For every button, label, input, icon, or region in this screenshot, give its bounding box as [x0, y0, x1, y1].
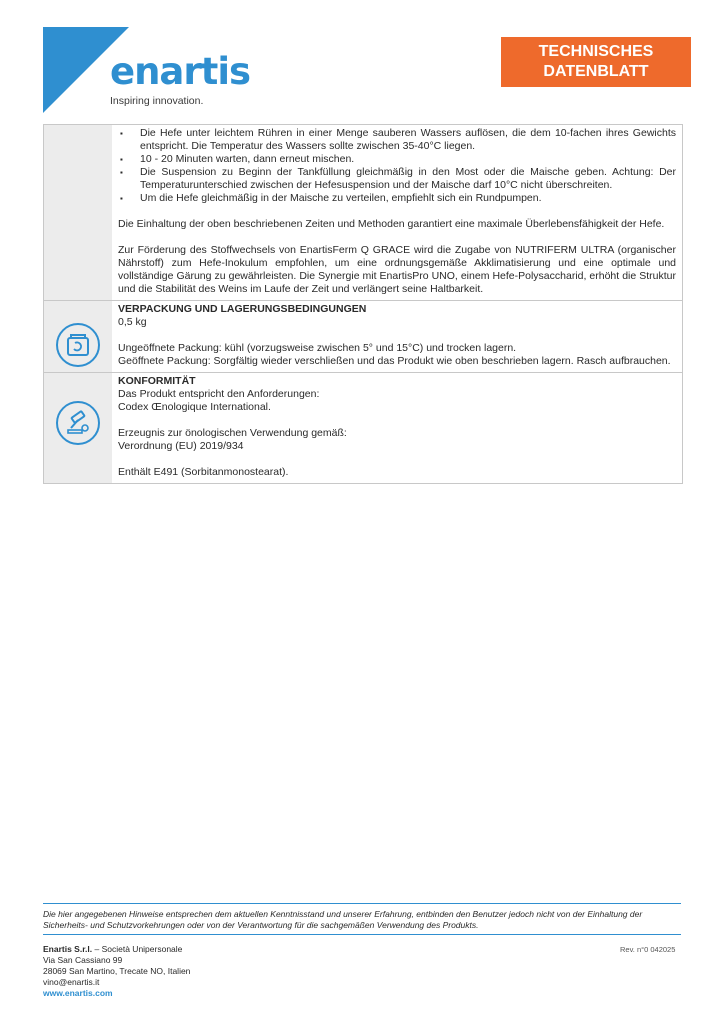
- list-item: ▪ Die Hefe unter leichtem Rühren in einer Menge sauberen Wassers auflösen, die dem 10-fachen ihres Gewichts entspricht. Die Temperatur des Wassers sollte zwischen 35-40°C liegen.: [140, 127, 676, 153]
- storage-unopened: Ungeöffnete Packung: kühl (vorzugsweise zwischen 5° und 15°C) und trocken lagern.: [118, 342, 517, 354]
- row-side: [44, 301, 112, 372]
- storage-opened: Geöffnete Packung: Sorgfältig wieder verschließen und das Produkt wie oben beschrieben lagern. Rasch aufbrauchen.: [118, 355, 671, 367]
- packaging-heading: VERPACKUNG UND LAGERUNGSBEDINGUNGEN: [118, 303, 367, 315]
- conformity-line: Enthält E491 (Sorbitanmonostearat).: [118, 466, 289, 478]
- package-icon: [56, 323, 100, 367]
- list-item: ▪ Um die Hefe gleichmäßig in der Maische zu verteilen, empfiehlt sich ein Rundpumpen.: [140, 192, 676, 205]
- list-item: ▪ Die Suspension zu Beginn der Tankfüllung gleichmäßig in den Most oder die Maische geben. Achtung: Der Temperaturunterschied zwischen der Hefesuspension und der Maische darf 10°C nicht überschreiten.: [140, 166, 676, 192]
- document-title: TECHNISCHES DATENBLATT: [501, 37, 691, 87]
- company-name: Enartis S.r.l. – Società Unipersonale: [43, 944, 183, 954]
- conformity-line: Codex Œnologique International.: [118, 401, 271, 413]
- conformity-line: Erzeugnis zur önologischen Verwendung gemäß:: [118, 427, 347, 439]
- nutrient-paragraph: Zur Förderung des Stoffwechsels von EnartisFerm Q GRACE wird die Zugabe von NUTRIFERM ULTRA (organischer Nährstoff) zum Hefe-Inokulum empfohlen, um eine ordnungsgemäße Akklimatisierung und eine optimale und vollständige Gärung zu gewährleisten. Die Synergie mit EnartisPro UNO, einem Hefe-Polysaccharid, erhöht die Struktur und die Stabilität des Weins im Laufe der Zeit und verlängert seine Haltbarkeit.: [118, 244, 676, 295]
- footer-divider: [43, 903, 681, 904]
- footer-divider: [43, 934, 681, 935]
- conformity-heading: KONFORMITÄT: [118, 375, 196, 387]
- enartis-logo: enartis: [110, 50, 251, 93]
- content-table: [43, 124, 683, 484]
- usage-list: [118, 127, 676, 205]
- revision-number: Rev. n°0 042025: [620, 945, 676, 954]
- packaging-content: [112, 301, 682, 372]
- survival-paragraph: Die Einhaltung der oben beschriebenen Zeiten und Methoden garantiert eine maximale Überlebensfähigkeit der Hefe.: [118, 218, 665, 230]
- usage-content: [112, 125, 682, 300]
- conformity-line: Das Produkt entspricht den Anforderungen:: [118, 388, 320, 400]
- gavel-icon: [56, 401, 100, 445]
- conformity-line: Verordnung (EU) 2019/934: [118, 440, 244, 452]
- row-side: [44, 373, 112, 483]
- website-link[interactable]: www.enartis.com: [43, 988, 113, 998]
- address-line: Via San Cassiano 99: [43, 955, 123, 965]
- address-line: 28069 San Martino, Trecate NO, Italien: [43, 966, 191, 976]
- disclaimer: Die hier angegebenen Hinweise entsprechen dem aktuellen Kenntnisstand und unserer Erfahrung, entbinden den Benutzer jedoch nicht von der Einhaltung der Sicherheits- und Schutzvorkehrungen oder von der Verantwortung für die sachgemäßen Verwendung des Produkts.: [43, 909, 643, 930]
- packaging-row: [44, 300, 682, 372]
- usage-row: [44, 125, 682, 300]
- tagline: Inspiring innovation.: [110, 95, 204, 107]
- conformity-content: [112, 373, 682, 483]
- row-side: [44, 125, 112, 300]
- list-item: ▪ 10 - 20 Minuten warten, dann erneut mischen.: [140, 153, 676, 166]
- package-size: 0,5 kg: [118, 316, 147, 328]
- email-link[interactable]: vino@enartis.it: [43, 977, 100, 987]
- company-info: [43, 944, 190, 999]
- conformity-row: [44, 372, 682, 483]
